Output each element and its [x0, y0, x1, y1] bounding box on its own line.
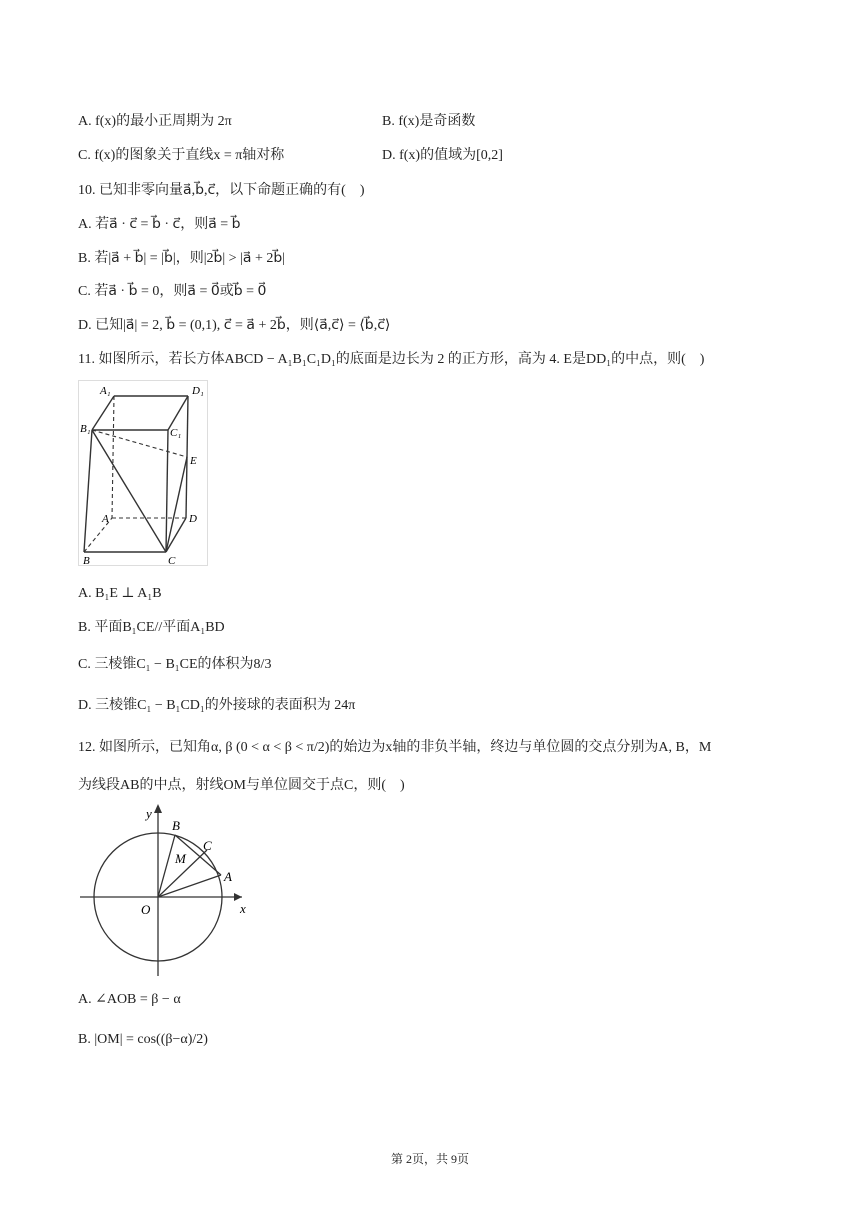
q12-stem-line1: 12. 如图所示，已知角α, β (0 < α < β < π/2)的始边为x轴的非负半轴，终边与单位圆的交点分别为A, B，M: [78, 740, 712, 755]
q10-option-d: D. 已知|a⃗| = 2, b⃗ = (0,1), c⃗ = a⃗ + 2b⃗，则⟨a⃗,c⃗⟩ = ⟨b⃗,c⃗⟩: [78, 318, 391, 333]
q9-option-b: B. f(x)是奇函数: [382, 114, 476, 129]
label-c: C: [168, 555, 176, 566]
unit-circle-figure: [78, 800, 258, 978]
q9-option-a: A. f(x)的最小正周期为 2π: [78, 114, 232, 129]
label-a1: A₁: [100, 385, 111, 397]
label-a: A: [102, 513, 109, 525]
label-y: y: [146, 806, 152, 821]
label-c1: C₁: [170, 427, 182, 439]
label-d1: D₁: [192, 385, 204, 397]
q11-stem: 11. 如图所示，若长方体ABCD − A₁B₁C₁D₁的底面是边长为 2 的正方形，高为 4. E是DD₁的中点，则( ): [78, 352, 705, 367]
label-b: B: [172, 818, 180, 833]
q10-option-c: C. 若a⃗ · b⃗ = 0，则a⃗ = 0⃗或b⃗ = 0⃗: [78, 284, 267, 299]
page-footer: 第 2页，共 9页: [390, 1152, 469, 1166]
q10-stem: 10. 已知非零向量a⃗,b⃗,c⃗，以下命题正确的有( ): [78, 183, 365, 198]
cuboid-figure: [78, 380, 208, 566]
label-c: C: [203, 838, 212, 853]
q11-option-d: D. 三棱锥C₁ − B₁CD₁的外接球的表面积为 24π: [78, 698, 356, 713]
label-a: A: [224, 869, 232, 884]
q10-option-b: B. 若|a⃗ + b⃗| = |b⃗|，则|2b⃗| > |a⃗ + 2b⃗|: [78, 251, 286, 266]
label-o: O: [141, 902, 151, 917]
label-b: B: [83, 555, 90, 566]
label-d: D: [189, 513, 197, 525]
q12-option-b: B. |OM| = cos((β−α)/2): [78, 1032, 208, 1047]
q11-option-b: B. 平面B₁CE//平面A₁BD: [78, 620, 225, 635]
label-e: E: [190, 455, 197, 467]
q12-option-a: A. ∠AOB = β − α: [78, 992, 181, 1007]
q9-option-d: D. f(x)的值域为[0,2]: [382, 148, 503, 163]
q9-option-c: C. f(x)的图象关于直线x = π轴对称: [78, 148, 285, 163]
q12-stem-line2: 为线段AB的中点，射线OM与单位圆交于点C，则( ): [78, 778, 405, 793]
label-b1: B₁: [80, 423, 91, 435]
label-m: M: [175, 851, 186, 866]
q10-option-a: A. 若a⃗ · c⃗ = b⃗ · c⃗，则a⃗ = b⃗: [78, 217, 241, 232]
label-x: x: [240, 901, 246, 916]
q11-option-c: C. 三棱锥C₁ − B₁CE的体积为8/3: [78, 657, 272, 672]
q11-option-a: A. B₁E ⊥ A₁B: [78, 586, 162, 601]
